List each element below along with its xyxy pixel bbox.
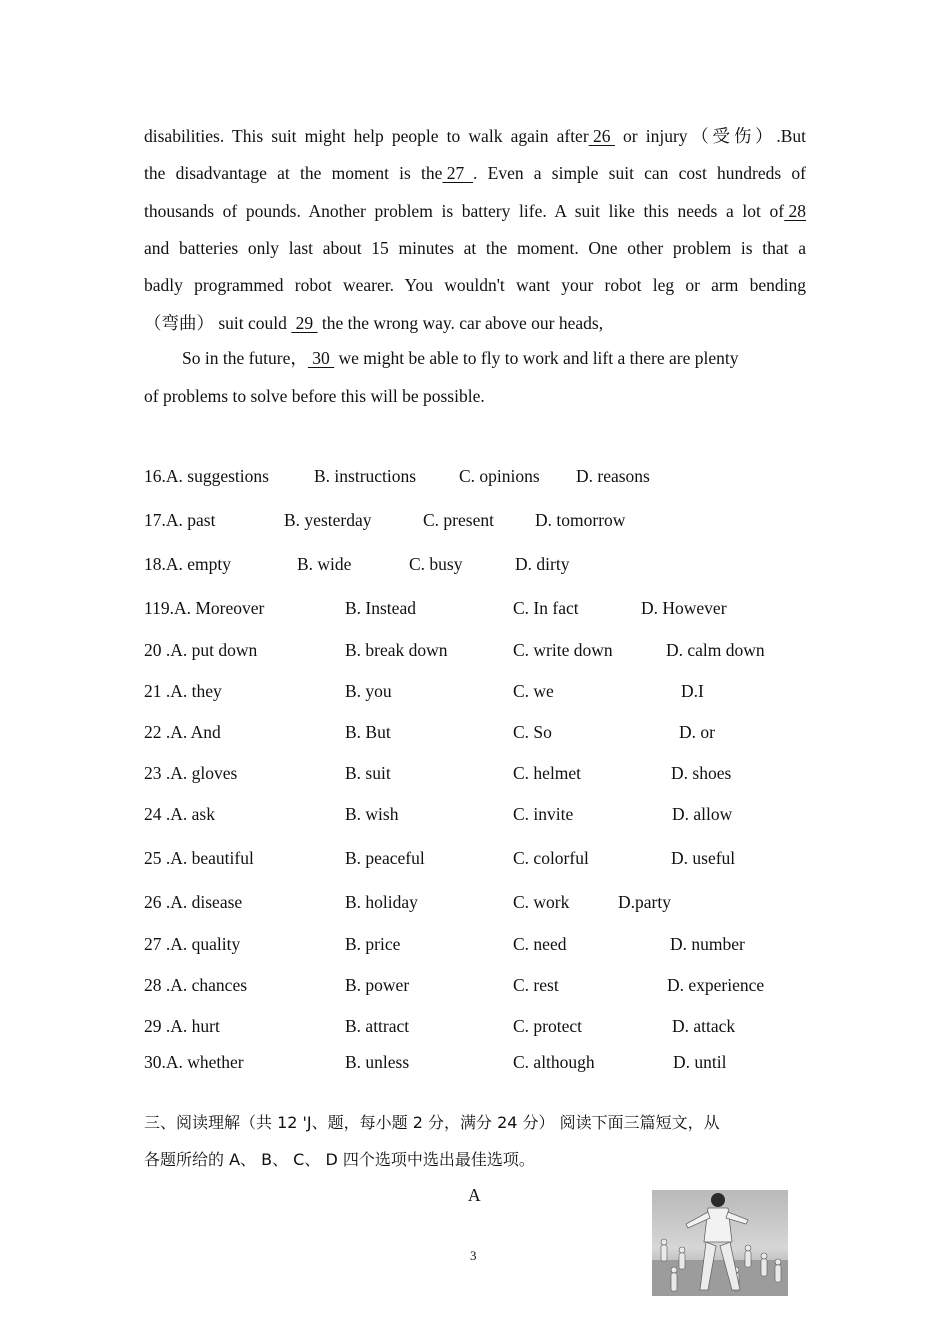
option-c: C. present xyxy=(423,510,494,530)
question-row-25 xyxy=(144,846,844,870)
option-b: B. power xyxy=(345,975,410,995)
option-c: C. busy xyxy=(409,554,463,574)
passage-line-3: thousands of pounds. Another problem is battery life. A suit like this needs a lot of 28 xyxy=(144,201,806,221)
option-d: D. allow xyxy=(672,804,733,824)
option-a: 18.A. empty xyxy=(144,554,232,574)
question-row-26 xyxy=(144,890,844,914)
option-b: B. attract xyxy=(345,1016,410,1036)
option-b: B. peaceful xyxy=(345,848,425,868)
option-a: 24 .A. ask xyxy=(144,804,215,824)
option-b: B. holiday xyxy=(345,892,418,912)
option-d: D. experience xyxy=(667,975,765,995)
option-c: C. opinions xyxy=(459,466,540,486)
question-row-19 xyxy=(144,596,844,620)
question-row-27 xyxy=(144,932,844,956)
option-d: D. calm down xyxy=(666,640,765,660)
option-c: C. although xyxy=(513,1052,595,1072)
option-d: D. useful xyxy=(671,848,736,868)
tai-chi-photo xyxy=(652,1190,788,1296)
option-d: D. However xyxy=(641,598,727,618)
section-3-instructions-line-1: 三、阅读理解（共 12 'J、题，每小题 2 分，满分 24 分） 阅读下面三篇短文，从 xyxy=(144,1113,720,1132)
option-c: C. In fact xyxy=(513,598,579,618)
blank-28: 28 xyxy=(784,201,806,221)
question-row-24 xyxy=(144,802,844,826)
passage-line-5: badly programmed robot wearer. You wouldn't want your robot leg or arm bending xyxy=(144,275,806,295)
option-d: D. attack xyxy=(672,1016,736,1036)
option-b: B. price xyxy=(345,934,401,954)
question-row-21 xyxy=(144,679,844,703)
option-a: 21 .A. they xyxy=(144,681,222,701)
option-d: D. number xyxy=(670,934,745,954)
passage-line-8: of problems to solve before this will be possible. xyxy=(144,386,485,406)
option-c: C. So xyxy=(513,722,552,742)
question-row-17 xyxy=(144,508,844,532)
question-row-29 xyxy=(144,1014,844,1038)
passage-line-2: the disadvantage at the moment is the 27 . Even a simple suit can cost hundreds of xyxy=(144,163,806,183)
option-c: C. we xyxy=(513,681,554,701)
blank-26: 26 xyxy=(588,126,615,146)
option-a: 23 .A. gloves xyxy=(144,763,238,783)
option-a: 119.A. Moreover xyxy=(144,598,265,618)
option-b: B. suit xyxy=(345,763,391,783)
option-a: 27 .A. quality xyxy=(144,934,241,954)
option-a: 20 .A. put down xyxy=(144,640,258,660)
option-d: D. until xyxy=(673,1052,727,1072)
question-row-18 xyxy=(144,552,844,576)
question-row-22 xyxy=(144,720,844,744)
option-d: D. shoes xyxy=(671,763,732,783)
blank-27: 27 xyxy=(442,163,474,183)
option-d: D. dirty xyxy=(515,554,570,574)
option-d: D. tomorrow xyxy=(535,510,626,530)
blank-29: 29 xyxy=(291,313,318,333)
option-a: 28 .A. chances xyxy=(144,975,248,995)
option-a: 22 .A. And xyxy=(144,722,221,742)
option-c: C. need xyxy=(513,934,567,954)
option-b: B. unless xyxy=(345,1052,410,1072)
page-number: 3 xyxy=(470,1248,477,1263)
question-row-28 xyxy=(144,973,844,997)
option-b: B. instructions xyxy=(314,466,417,486)
option-a: 26 .A. disease xyxy=(144,892,243,912)
option-c: C. write down xyxy=(513,640,613,660)
passage-label: A xyxy=(468,1185,481,1205)
question-row-16 xyxy=(144,464,844,488)
option-b: B. wish xyxy=(345,804,399,824)
option-b: B. yesterday xyxy=(284,510,372,530)
passage-line-4: and batteries only last about 15 minutes at the moment. One other problem is that a xyxy=(144,238,806,258)
option-c: C. rest xyxy=(513,975,559,995)
question-row-20 xyxy=(144,638,844,662)
option-d: D. reasons xyxy=(576,466,650,486)
option-c: C. work xyxy=(513,892,570,912)
option-a: 30.A. whether xyxy=(144,1052,244,1072)
option-b: B. But xyxy=(345,722,391,742)
option-b: B. break down xyxy=(345,640,448,660)
passage-line-7: So in the future， 30 we might be able to fly to work and lift a there are plenty xyxy=(182,348,739,368)
option-c: C. helmet xyxy=(513,763,582,783)
option-a: 25 .A. beautiful xyxy=(144,848,254,868)
option-b: B. you xyxy=(345,681,392,701)
option-d: D.party xyxy=(618,892,671,912)
blank-30: 30 xyxy=(307,348,335,368)
option-a: 16.A. suggestions xyxy=(144,466,269,486)
option-d: D. or xyxy=(679,722,715,742)
option-c: C. invite xyxy=(513,804,574,824)
question-row-30 xyxy=(144,1050,844,1074)
option-c: C. colorful xyxy=(513,848,589,868)
passage-line-1: disabilities. This suit might help people to walk again after 26 or injury（受伤）.But xyxy=(144,126,806,146)
question-row-23 xyxy=(144,761,844,785)
option-b: B. Instead xyxy=(345,598,416,618)
section-3-instructions-line-2: 各题所给的 A、 B、 C、 D 四个选项中选出最佳选项。 xyxy=(144,1150,535,1169)
option-a: 17.A. past xyxy=(144,510,216,530)
passage-line-6: （弯曲） suit could 29 the the wrong way. car above our heads, xyxy=(144,313,604,333)
option-a: 29 .A. hurt xyxy=(144,1016,220,1036)
option-d: D.I xyxy=(681,681,704,701)
option-b: B. wide xyxy=(297,554,352,574)
option-c: C. protect xyxy=(513,1016,583,1036)
